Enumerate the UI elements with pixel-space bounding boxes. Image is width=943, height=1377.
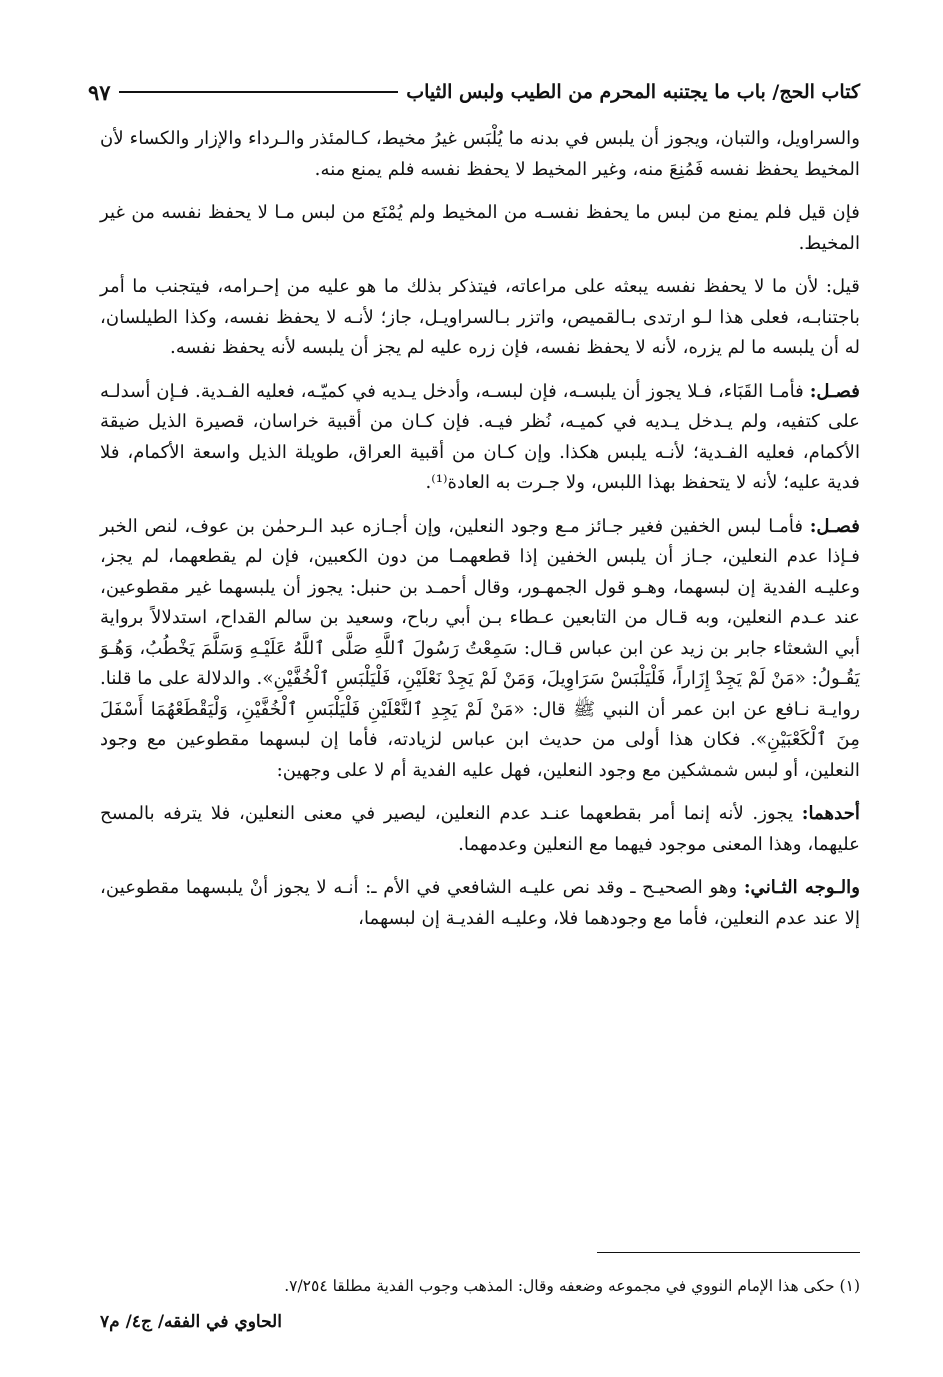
running-header xyxy=(88,74,860,110)
header-title: كتاب الحج/ باب ما يجتنبه المحرم من الطيب ولبس الثياب xyxy=(406,81,860,103)
section-lead: فصـل: xyxy=(809,515,860,537)
paragraph: قيل: لأن ما لا يحفظ نفسه يبعثه على مراعاته، فيتذكر بذلك ما هو عليه من إحـرامه، فيتجنب ما أمر باجتنابـه، فعلى هذا لـو ارتدى بـالقميص، واتزر بـالسراويـل، جاز؛ لأنـه لا يحفظ نفسه، وكذا الطيلسان، له أن يلبسه ما لم يزره، لأنه لا يحفظ نفسه، فإن زره عليه لم يجز أن يلبسه لأنه يحفظ نفسه. xyxy=(100,276,860,358)
paragraph-section: فصـل: فأمـا القَبَاء، فـلا يجوز أن يلبسـه، فإن لبسـه، وأدخل يـديه في كميّـه، فعليه الفـدية. فـإن أسدلـه على كتفيه، ولم يـدخل يـديه في كميـه، نُظر فيـه. فإن كـان من أقبية خراسان، قصيرة الذيل ضيقة الأكمام، فعليه الفـدية؛ لأنـه يلبس هكذا. وإن كـان من أقبية العراق، طويلة الذيل واسعة الأكمام، فلا فدية عليه؛ لأنه لا يتحفظ بهذا اللبس، ولا جـرت به العادة⁽¹⁾. xyxy=(100,380,860,493)
paragraph: أحدهما: يجوز. لأنه إنما أمر بقطعهما عنـد عدم النعلين، ليصير في معنى النعلين، فلا يترفه بالمسح عليهما، وهذا المعنى موجود فيهما مع النعلين وعدمهما. xyxy=(100,803,860,855)
paragraph: والسراويل، والتبان، ويجوز أن يلبس في بدنه ما يُلْبَس غيرُ مخيط، كـالمئذر والـرداء والإزار والكساء لأن المخيط يحفظ نفسه فَمُنِعَ منه، وغير المخيط لا يحفظ نفسه فلم يمنع منه. xyxy=(100,128,860,180)
footer-signature: الحاوي في الفقه/ ج٤/ م٧ xyxy=(100,1312,282,1332)
page-number: ٩٧ xyxy=(88,79,111,105)
first-view-lead: أحدهما: xyxy=(801,803,860,824)
section-lead: فصـل: xyxy=(809,380,860,402)
paragraph-section: فصـل: فأمـا لبس الخفين فغير جـائز مـع وجود النعلين، وإن أجـازه عبد الـرحمٰن بن عوف، لنص الخبر فـإذا عدم النعلين، جـاز أن يلبس الخفين إذا قطعهمـا من دون الكعبين، فإن لم يقطعهما، لم يجز، وعليـه الفدية إن لبسهما، وهـو قول الجمهـور، وقال أحمـد بن حنبل: يجوز أن يلبسهما غير مقطوعين، عند عـدم النعلين، وبه قـال من التابعين عـطاء بـن أبي رباح، وسعيد بن سالم القداح، استدلالاً برواية أبي الشعثاء جابر بن زيد عن ابن عباس قـال: سَمِعْتُ رَسُولَ ٱللَّهِ صَلَّى ٱللَّهُ عَلَيْـهِ وَسَلَّمَ يَخْطُبُ، وَهُـوَ يَقُـولُ: «مَنْ لَمْ يَجِدْ إِزَاراً، فَلْيَلْبَسْ سَرَاوِيلَ، وَمَنْ لَمْ يَجِدْ نَعْلَيْنِ، فَلْيَلْبَسِ ٱلْخُفَّيْنِ». والدلالة على ما قلنا. روايـة نـافع عن ابن عمر أن النبي ﷺ قال: «مَنْ لَمْ يَجِدِ ٱلنَّعْلَيْنِ فَلْيَلْبَسِ ٱلْخُفَّيْنِ، وَلْيَقْطَعْهُمَا أَسْفَلَ مِنَ ٱلْكَعْبَيْنِ». فكان هذا أولى من حديث ابن عباس لزيادته، فأما إن لبسهما مقطوعين مع وجود النعلين، أو لبس شمشكين مع وجود النعلين، فهل عليه الفدية أم لا على وجهين: xyxy=(100,515,860,781)
paragraph: فإن قيل فلم يمنع من لبس ما يحفظ نفسـه من المخيط ولم يُمْنَع من لبس مـا لا يحفظ نفسه من غير المخيط. xyxy=(100,202,860,254)
second-view-lead: والـوجه الثـاني: xyxy=(743,877,860,898)
paragraph: والـوجه الثـاني: وهو الصحيـح ـ وقد نص عليـه الشافعي في الأم ـ: أنـه لا يجوز أنْ يلبسهما مقطوعين، إلا عند عدم النعلين، فأما مع وجودهما فلا، وعليـه الفديـة إن لبسهما، xyxy=(100,877,860,929)
body-text xyxy=(100,124,860,947)
footnote-separator xyxy=(597,1252,860,1253)
header-rule xyxy=(119,91,399,93)
footnote: (١) حكى هذا الإمام النووي في مجموعه وضعفه وقال: المذهب وجوب الفدية مطلقا ٧/٢٥٤. xyxy=(284,1277,860,1295)
